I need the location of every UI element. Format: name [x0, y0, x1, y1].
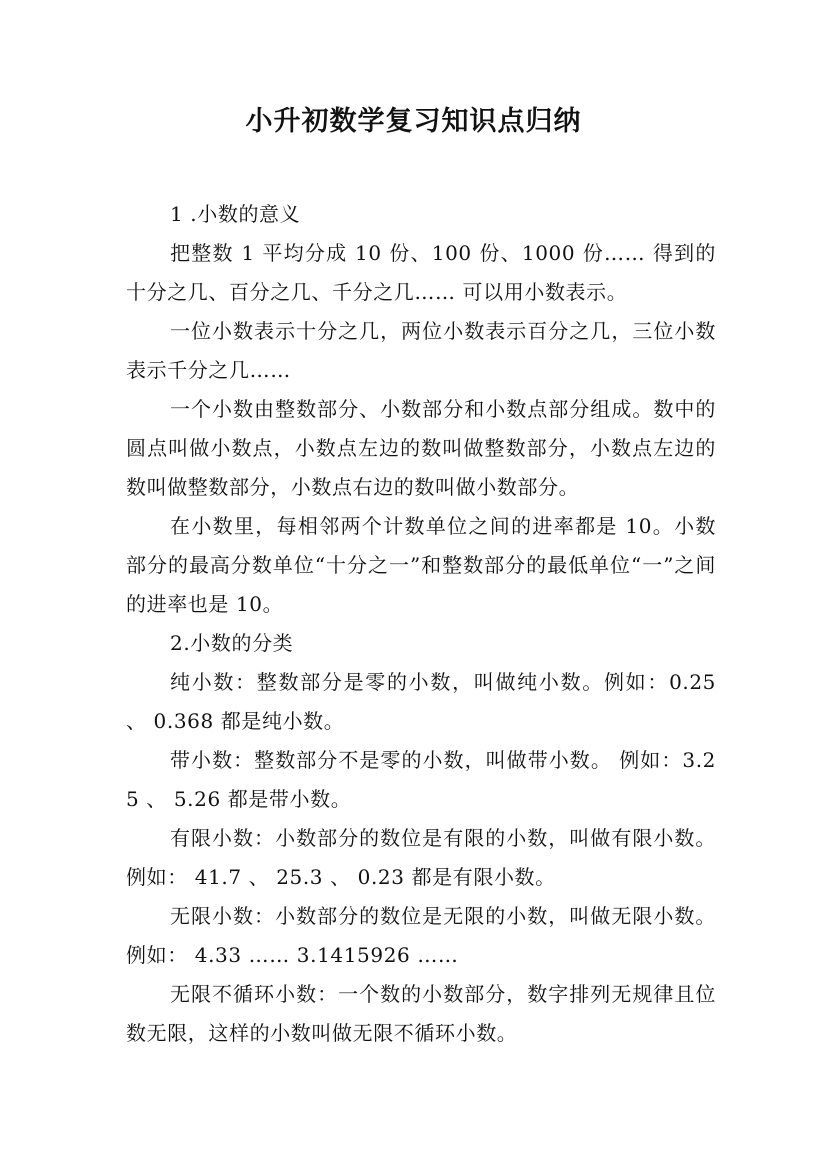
paragraph-decimal-definition: 把整数 1 平均分成 10 份、100 份、1000 份…… 得到的十分之几、百分之几、千分之几…… 可以用小数表示。 [126, 241, 716, 304]
section-heading-decimal-types: 2.小数的分类 [170, 631, 294, 655]
paragraph-pure-decimal: 纯小数：整数部分是零的小数，叫做纯小数。例如：0.25 、 0.368 都是纯小数。 [126, 670, 716, 733]
paragraph-non-repeating-decimal: 无限不循环小数：一个数的小数部分，数字排列无规律且位数无限，这样的小数叫做无限不循环小数。 [126, 982, 716, 1045]
paragraph-infinite-decimal: 无限小数：小数部分的数位是无限的小数，叫做无限小数。 例如： 4.33 …… 3.1415926 …… [126, 904, 716, 967]
paragraph-mixed-decimal: 带小数：整数部分不是零的小数，叫做带小数。 例如：3.25 、 5.26 都是带小数。 [126, 748, 716, 811]
paragraph-decimal-rate: 在小数里，每相邻两个计数单位之间的进率都是 10。小数部分的最高分数单位“十分之一”和整数部分的最低单位“一”之间的进率也是 10。 [126, 514, 716, 616]
paragraph-decimal-parts: 一个小数由整数部分、小数部分和小数点部分组成。数中的圆点叫做小数点，小数点左边的数叫做整数部分，小数点左边的数叫做整数部分，小数点右边的数叫做小数部分。 [126, 397, 716, 499]
section-heading-decimal-meaning: 1 .小数的意义 [170, 202, 301, 226]
paragraph-finite-decimal: 有限小数：小数部分的数位是有限的小数，叫做有限小数。 例如： 41.7 、 25.3 、 0.23 都是有限小数。 [126, 826, 716, 889]
page-title: 小升初数学复习知识点归纳 [245, 106, 582, 137]
document-body [126, 195, 716, 1053]
paragraph-decimal-places: 一位小数表示十分之几，两位小数表示百分之几，三位小数表示千分之几…… [126, 319, 716, 382]
